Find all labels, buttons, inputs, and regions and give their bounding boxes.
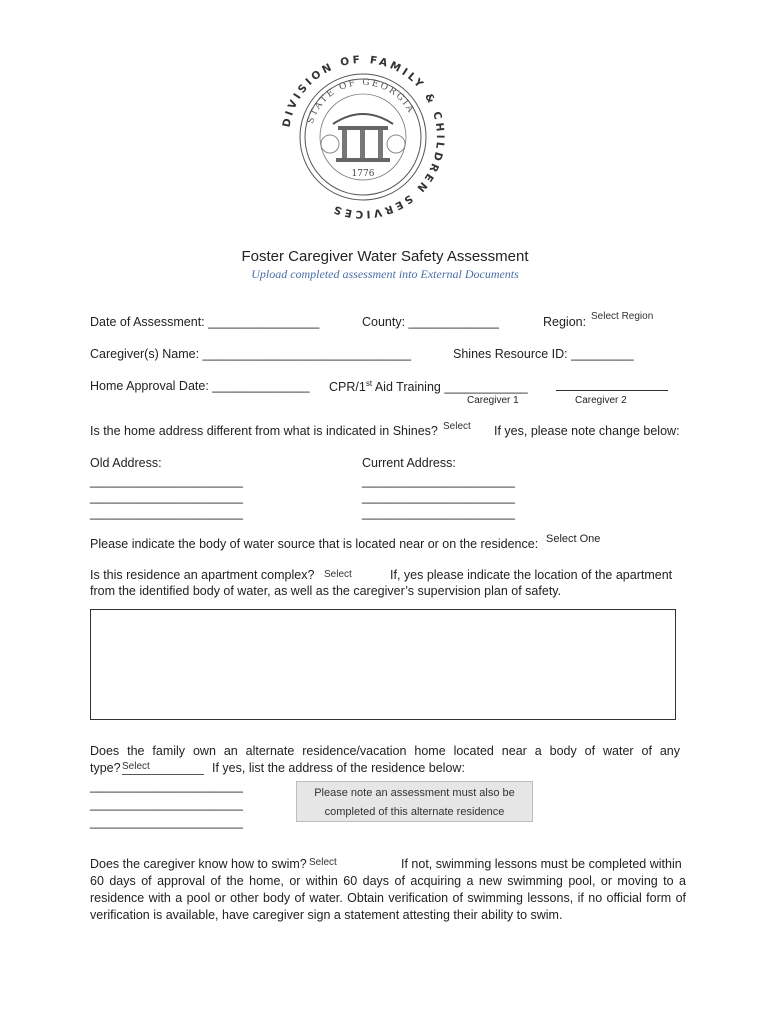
current-address-line-1[interactable]: ______________________ xyxy=(362,474,515,488)
current-address-line-2[interactable]: ______________________ xyxy=(362,490,515,504)
old-address-label: Old Address: xyxy=(90,456,162,470)
current-address-line-3[interactable]: ______________________ xyxy=(362,506,515,520)
region-label: Region: xyxy=(543,315,587,329)
alternate-address-line-2[interactable]: ______________________ xyxy=(90,797,243,811)
dfcs-seal-logo xyxy=(278,52,448,222)
date-of-assessment-field[interactable]: Date of Assessment: ________________ xyxy=(90,315,320,329)
swim-if-not-text: If not, swimming lessons must be completed within xyxy=(401,857,682,871)
alternate-assessment-note xyxy=(296,781,533,822)
caregiver2-caption: Caregiver 2 xyxy=(575,395,627,406)
alternate-residence-select[interactable]: Select xyxy=(122,761,204,775)
caregiver-name-field[interactable]: Caregiver(s) Name: ______________________________ xyxy=(90,347,412,361)
cpr-training-field-caregiver1[interactable]: CPR/1st Aid Training ____________ xyxy=(329,379,528,395)
page-subtitle: Upload completed assessment into External Documents xyxy=(251,267,519,281)
alternate-type-label: type? xyxy=(90,761,121,775)
cpr-training-field-caregiver2[interactable] xyxy=(556,376,668,391)
alternate-if-yes-text: If yes, list the address of the residence below: xyxy=(212,761,465,775)
swim-select[interactable]: Select xyxy=(309,857,337,868)
apartment-line-2: from the identified body of water, as well as the caregiver’s supervision plan of safety. xyxy=(90,584,562,598)
old-address-line-2[interactable]: ______________________ xyxy=(90,490,243,504)
alternate-residence-question: Does the family own an alternate residence/vacation home located near a body of water of any xyxy=(90,744,680,758)
svg-text:STATE OF GEORGIA xyxy=(306,78,416,125)
seal-year: 1776 xyxy=(351,169,375,179)
seal-outer-text: DIVISION OF FAMILY & CHILDREN SERVICES xyxy=(280,53,447,221)
apartment-question: Is this residence an apartment complex? xyxy=(90,568,315,582)
alternate-address-line-3[interactable]: ______________________ xyxy=(90,815,243,829)
seal-inner-text: STATE OF GEORGIA xyxy=(305,77,417,126)
apartment-if-yes-text: If, yes please indicate the location of the apartment xyxy=(390,568,673,582)
county-field[interactable]: County: _____________ xyxy=(362,315,499,329)
note-line-2: completed of this alternate residence xyxy=(324,806,505,818)
water-source-question: Please indicate the body of water source that is located near or on the residence: xyxy=(90,537,539,551)
page-title: Foster Caregiver Water Safety Assessment xyxy=(241,248,529,265)
caregiver1-caption: Caregiver 1 xyxy=(467,395,519,406)
swim-question: Does the caregiver know how to swim? xyxy=(90,857,307,871)
supervision-plan-textbox[interactable] xyxy=(90,609,676,720)
current-address-label: Current Address: xyxy=(362,456,456,470)
apartment-select[interactable]: Select xyxy=(324,569,352,580)
alternate-address-line-1[interactable]: ______________________ xyxy=(90,779,243,793)
water-source-select[interactable]: Select One xyxy=(546,533,601,545)
home-approval-date-field[interactable]: Home Approval Date: ______________ xyxy=(90,379,310,393)
address-if-yes-text: If yes, please note change below: xyxy=(494,424,680,438)
address-different-select[interactable]: Select xyxy=(443,421,471,432)
note-line-1: Please note an assessment must also be xyxy=(314,787,515,799)
swim-instructions: 60 days of approval of the home, or within 60 days of acquiring a new swimming pool, or moving to a residence with a pool or other body of water. Obtain verification of swimming lessons, if no official form of verification is available, have caregiver sign a statement attesting their ability to swim. xyxy=(90,874,686,922)
old-address-line-3[interactable]: ______________________ xyxy=(90,506,243,520)
address-question: Is the home address different from what is indicated in Shines? xyxy=(90,424,438,438)
old-address-line-1[interactable]: ______________________ xyxy=(90,474,243,488)
shines-resource-id-field[interactable]: Shines Resource ID: _________ xyxy=(453,347,634,361)
region-select[interactable]: Select Region xyxy=(591,311,654,322)
